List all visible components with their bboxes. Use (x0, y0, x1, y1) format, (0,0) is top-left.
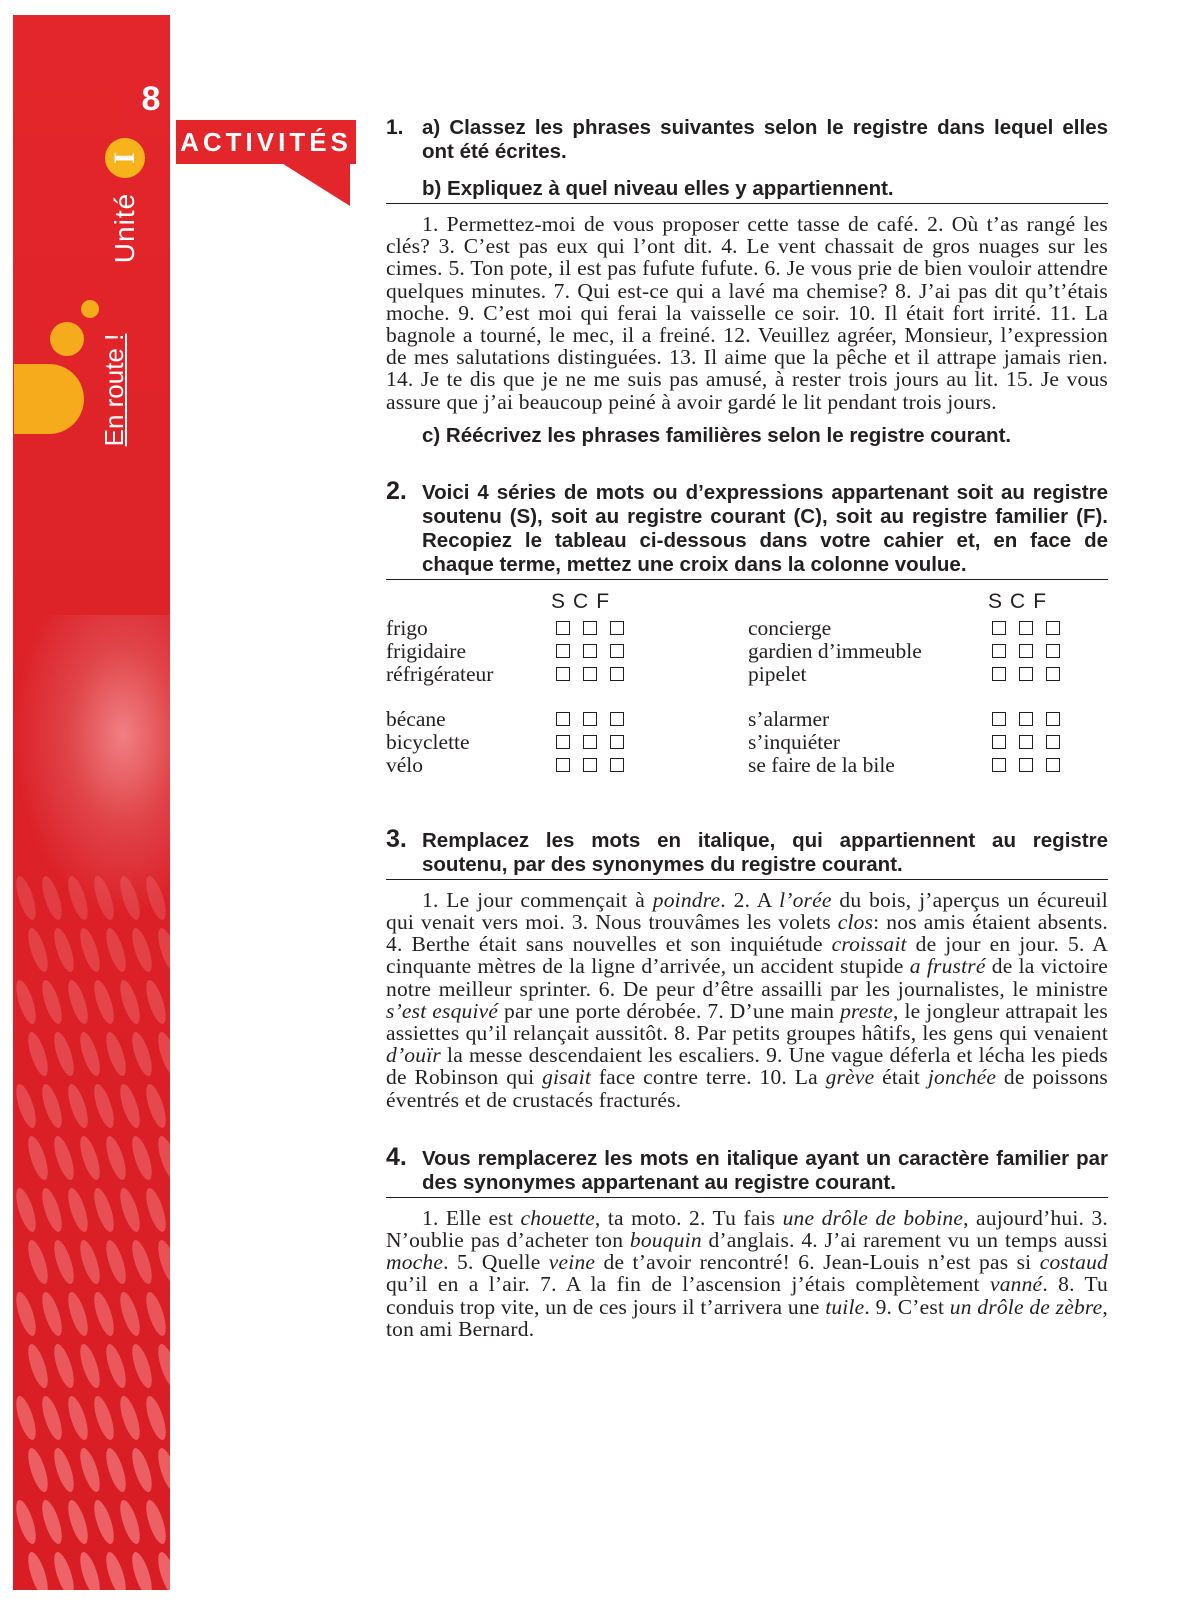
decorative-stripe (38, 1394, 66, 1442)
checkbox[interactable] (583, 621, 597, 635)
decorative-stripe (142, 874, 170, 922)
table-header-left (551, 590, 617, 614)
decorative-stripe (90, 874, 118, 922)
table-row (386, 731, 1108, 754)
italic-term: croissait (831, 932, 907, 957)
italic-term: moche (386, 1250, 444, 1275)
exercise-2-prompt (386, 476, 1108, 580)
exercise-1-instruction-a: a) Classez les phrases suivantes selon le registre dans lequel elles ont été écrites. (422, 116, 1108, 163)
decorative-stripe (128, 926, 156, 974)
decorative-stripe (38, 1082, 66, 1130)
exercise-1-sentences: 1. Permettez-moi de vous proposer cette tasse de café. 2. Où t’as rangé les clés? 3. C’est pas eux qui l’ont dit. 4. Le vent chassait de gros nuages sur les cimes. 5. Ton pote, il est pas fufute fufute. 6. Je vous prie de bien vouloir attendre quelques minutes. 7. Qui est-ce qui a lavé ma chemise? 8. J’ai pas dit qu’t’étais moche. 9. C’est moi qui ferai la vaisselle ce soir. 10. Il était fort irrité. 11. La bagnole a tourné, le mec, il a freiné. 12. Veuillez agréer, Monsieur, l’expression de mes salutations distinguées. 13. Il aime que la pêche et il attrape jamais rien. 14. Je te dis que je ne me suis pas amusé, à rester trois jours au lit. 15. Je vous assure que j’ai beaucoup peiné à avoir gardé le lit pendant trois jours. (386, 212, 1108, 414)
decorative-stripe (13, 1082, 40, 1130)
checkbox[interactable] (1046, 621, 1060, 635)
term-left: vélo (386, 752, 424, 777)
checkbox[interactable] (556, 621, 570, 635)
exercise-3-number: 3. (386, 824, 407, 853)
exercise-1-part-a (386, 116, 1108, 164)
term-right: gardien d’immeuble (748, 638, 922, 663)
checkbox[interactable] (583, 644, 597, 658)
decorative-stripe (50, 1238, 78, 1286)
checkbox[interactable] (1019, 644, 1033, 658)
decorative-stripe (76, 1446, 104, 1494)
term-left: bécane (386, 706, 446, 731)
activities-heading: ACTIVITÉS (180, 127, 352, 157)
decorative-stripe (154, 926, 170, 974)
decorative-stripe (24, 1550, 52, 1590)
decorative-dot (50, 322, 84, 356)
unit-label: Unité (109, 192, 140, 264)
decorative-stripe (76, 926, 104, 974)
exercise-content (386, 116, 1108, 1340)
italic-term: jonchée (927, 1065, 997, 1090)
decorative-stripe (102, 1134, 130, 1182)
decorative-stripe (154, 1134, 170, 1182)
decorative-stripe (38, 1290, 66, 1338)
italic-term: tuile (825, 1294, 865, 1319)
checkbox[interactable] (1046, 758, 1060, 772)
checkbox[interactable] (583, 712, 597, 726)
decorative-stripe (90, 1394, 118, 1442)
decorative-stripe (13, 874, 40, 922)
checkbox-group (992, 667, 1073, 692)
decorative-stripe (90, 1186, 118, 1234)
exercise-3-sentences: 1. Le jour commençait à poindre. 2. A l’orée du bois, j’aperçus un écureuil qui venait vers moi. 3. Nous trouvâmes les volets clos: nos amis étaient absents. 4. Berthe était sans nouvelles et son inquiétude croissait de jour en jour. 5. A cinquante mètres de la ligne d’arrivée, un accident stupide a frustré de la victoire notre meilleur sprinter. 6. De peur d’être assailli par les journalistes, le ministre s’est esquivé par une porte dérobée. 7. D’une main preste, le jongleur attrapait les assiettes qu’il relançait aussitôt. 8. Par petits groupes hâtifs, les gens qui venaient d’ouïr la messe descendaient les escaliers. 9. Une vague déferla et lécha les pieds de Robinson qui gisait face contre terre. 10. La grève était jonchée de poissons éventrés et de crustacés fracturés. (386, 887, 1108, 1112)
table-row (386, 663, 1108, 686)
decorative-stripe (142, 1498, 170, 1546)
checkbox[interactable] (610, 735, 624, 749)
decorative-stripe (102, 1550, 130, 1590)
decorative-stripe (64, 978, 92, 1026)
decorative-stripe (50, 1550, 78, 1590)
checkbox[interactable] (1019, 735, 1033, 749)
exercise-2-number: 2. (386, 476, 407, 505)
decorative-stripe (13, 978, 40, 1026)
exercise-1-instruction-c: c) Réécrivez les phrases familières selon le registre courant. (422, 423, 1012, 447)
italic-term: a frustré (909, 954, 986, 979)
decorative-stripe (90, 1082, 118, 1130)
page-number: 8 (141, 80, 161, 118)
decorative-stripe (50, 1030, 78, 1078)
course-label: En route ! (99, 333, 129, 447)
checkbox[interactable] (556, 644, 570, 658)
decorative-stripe (90, 978, 118, 1026)
decorative-stripe (24, 1342, 52, 1390)
decorative-stripe (64, 1082, 92, 1130)
checkbox[interactable] (583, 735, 597, 749)
decorative-stripe (64, 1498, 92, 1546)
decorative-stripe (50, 1134, 78, 1182)
decorative-stripe (116, 1394, 144, 1442)
decorative-stripe (24, 1238, 52, 1286)
exercise-4-prompt (386, 1142, 1108, 1198)
checkbox[interactable] (610, 667, 624, 681)
term-left: frigo (386, 615, 428, 640)
decorative-stripe (154, 1030, 170, 1078)
column-s: S (551, 589, 574, 613)
decorative-stripe (38, 978, 66, 1026)
exercise-1-number: 1. (386, 116, 404, 139)
decorative-stripe (24, 1446, 52, 1494)
term-left: bicyclette (386, 729, 470, 754)
decorative-stripe (116, 1082, 144, 1130)
decorative-stripe (13, 1394, 40, 1442)
column-f: F (596, 589, 618, 613)
decorative-stripe (13, 1186, 40, 1234)
decorative-stripe (76, 1030, 104, 1078)
checkbox[interactable] (1046, 667, 1060, 681)
checkbox-group (556, 667, 637, 692)
decorative-stripe (116, 874, 144, 922)
decorative-stripe (76, 1238, 104, 1286)
decorative-stripe (13, 1290, 40, 1338)
checkbox[interactable] (1019, 712, 1033, 726)
checkbox[interactable] (1046, 644, 1060, 658)
decorative-stripe (154, 1238, 170, 1286)
checkbox[interactable] (1019, 758, 1033, 772)
decorative-stripe (38, 874, 66, 922)
checkbox-group (556, 758, 637, 783)
decorative-stripe (24, 1134, 52, 1182)
decorative-stripe (142, 1290, 170, 1338)
italic-term: gisait (542, 1065, 592, 1090)
checkbox[interactable] (992, 758, 1006, 772)
table-row (386, 640, 1108, 663)
checkbox[interactable] (992, 735, 1006, 749)
decorative-stripe (102, 1238, 130, 1286)
decorative-stripe (142, 1394, 170, 1442)
italic-term: chouette (520, 1205, 595, 1230)
term-left: frigidaire (386, 638, 466, 663)
checkbox[interactable] (992, 712, 1006, 726)
checkbox[interactable] (556, 712, 570, 726)
sidebar-band (13, 15, 170, 1590)
decorative-stripe (116, 1186, 144, 1234)
checkbox[interactable] (556, 735, 570, 749)
column-f: F (1033, 589, 1055, 613)
column-c: C (573, 589, 597, 613)
table-row (386, 754, 1108, 777)
checkbox[interactable] (1019, 667, 1033, 681)
decorative-stripe (116, 1498, 144, 1546)
checkbox[interactable] (610, 644, 624, 658)
decorative-stripe (50, 1342, 78, 1390)
decorative-stripe (90, 1498, 118, 1546)
decorative-stripe (38, 1186, 66, 1234)
decorative-stripe (142, 978, 170, 1026)
decorative-stripe (102, 926, 130, 974)
decorative-stripe (90, 1290, 118, 1338)
decorative-stripe (128, 1238, 156, 1286)
italic-term: grève (825, 1065, 875, 1090)
decorative-stripe (128, 1446, 156, 1494)
decorative-stripes (13, 865, 170, 1590)
exercise-4-number: 4. (386, 1142, 407, 1171)
decorative-stripe (128, 1550, 156, 1590)
italic-term: veine (548, 1250, 596, 1275)
checkbox[interactable] (1046, 735, 1060, 749)
decorative-stripe (24, 926, 52, 974)
decorative-stripe (102, 1342, 130, 1390)
decorative-stripe (128, 1134, 156, 1182)
italic-term: poindre (652, 887, 721, 912)
term-right: concierge (748, 615, 832, 640)
checkbox[interactable] (610, 621, 624, 635)
decorative-stripe (116, 978, 144, 1026)
term-right: pipelet (748, 661, 807, 686)
unit-numeral: I (108, 152, 141, 164)
decorative-dot (14, 364, 84, 434)
checkbox-group (992, 758, 1073, 783)
decorative-stripe (154, 1550, 170, 1590)
decorative-stripe (13, 1498, 40, 1546)
exercise-1-part-c (386, 424, 1108, 448)
exercise-2-instruction: Voici 4 séries de mots ou d’expressions appartenant soit au registre soutenu (S), soit au registre courant (C), soit au registre familier (F). Recopiez le tableau ci-dessous dans votre cahier et, en face de chaque terme, mettez une croix dans la colonne voulue. (422, 480, 1108, 576)
decorative-stripe (76, 1134, 104, 1182)
exercise-1-instruction-b: b) Expliquez à quel niveau elles y appartiennent. (422, 177, 894, 200)
italic-term: vanné (989, 1272, 1043, 1297)
checkbox[interactable] (610, 758, 624, 772)
exercise-4-instruction: Vous remplacerez les mots en italique ayant un caractère familier par des synonymes appartenant au registre courant. (422, 1146, 1108, 1194)
decorative-stripe (64, 1186, 92, 1234)
column-c: C (1010, 589, 1034, 613)
decorative-stripe (102, 1446, 130, 1494)
checkbox[interactable] (610, 712, 624, 726)
italic-term: d’ouïr (386, 1043, 441, 1068)
term-right: s’alarmer (748, 706, 830, 731)
term-right: se faire de la bile (748, 752, 895, 777)
decorative-stripe (64, 874, 92, 922)
italic-term: costaud (1039, 1250, 1108, 1275)
checkbox[interactable] (583, 667, 597, 681)
column-s: S (988, 589, 1011, 613)
decorative-stripe (154, 1446, 170, 1494)
checkbox[interactable] (992, 667, 1006, 681)
decorative-stripe (50, 926, 78, 974)
decorative-stripe (142, 1082, 170, 1130)
decorative-stripe (128, 1030, 156, 1078)
table-header-right (988, 590, 1054, 614)
italic-term: un drôle de zèbre (949, 1294, 1103, 1319)
checkbox[interactable] (1046, 712, 1060, 726)
checkbox[interactable] (583, 758, 597, 772)
decorative-stripe (116, 1290, 144, 1338)
italic-term: une drôle de bobine (782, 1205, 964, 1230)
decorative-stripe (76, 1550, 104, 1590)
table-row (386, 708, 1108, 731)
italic-term: l’orée (779, 887, 832, 912)
decorative-stripe (76, 1342, 104, 1390)
decorative-stripe (24, 1030, 52, 1078)
decorative-stripe (154, 1342, 170, 1390)
italic-term: preste (840, 998, 894, 1023)
decorative-stripe (142, 1186, 170, 1234)
exercise-3-prompt (386, 824, 1108, 880)
exercise-3-instruction: Remplacez les mots en italique, qui appartiennent au registre soutenu, par des synonymes du registre courant. (422, 828, 1108, 876)
decorative-stripe (102, 1030, 130, 1078)
exercise-1-part-b (386, 177, 1108, 204)
decorative-stripe (50, 1446, 78, 1494)
term-right: s’inquiéter (748, 729, 840, 754)
activities-banner-tail (280, 162, 350, 206)
decorative-stripe (128, 1342, 156, 1390)
italic-term: clos (837, 910, 874, 935)
checkbox[interactable] (1019, 621, 1033, 635)
italic-term: bouquin (629, 1228, 702, 1253)
checkbox[interactable] (992, 644, 1006, 658)
term-left: réfrigérateur (386, 661, 494, 686)
decorative-stripe (64, 1290, 92, 1338)
decorative-stripe (38, 1498, 66, 1546)
checkbox[interactable] (556, 667, 570, 681)
table-row (386, 617, 1108, 640)
checkbox[interactable] (992, 621, 1006, 635)
checkbox[interactable] (556, 758, 570, 772)
decorative-stripe (64, 1394, 92, 1442)
exercise-4-sentences: 1. Elle est chouette, ta moto. 2. Tu fais une drôle de bobine, aujourd’hui. 3. N’oublie pas d’acheter ton bouquin d’anglais. 4. J’ai rarement vu un temps aussi moche. 5. Quelle veine de t’avoir rencontré! 6. Jean-Louis n’est pas si costaud qu’il en a l’air. 7. A la fin de l’ascension j’étais complètement vanné. 8. Tu conduis trop vite, un de ces jours il t’arrivera une tuile. 9. C’est un drôle de zèbre, ton ami Bernard. (386, 1205, 1109, 1341)
register-table (386, 590, 1108, 795)
italic-term: s’est esquivé (386, 998, 499, 1023)
